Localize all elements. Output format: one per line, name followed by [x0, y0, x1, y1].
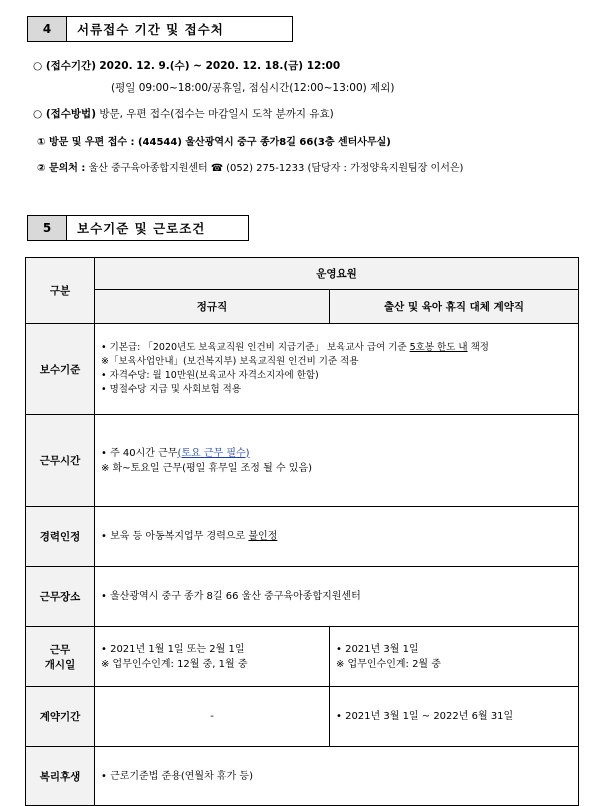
section-4-header [27, 16, 293, 42]
pay-allowance-line: • 자격수당: 월 10만원(보육교사 자격소지자에 한함) [101, 370, 319, 381]
welfare-content: • 근로기준법 준용(연월차 휴가 등) [95, 747, 579, 806]
section-5-title: 보수기준 및 근로조건 [67, 215, 249, 241]
row-label-pay: 보수기준 [26, 324, 95, 415]
start-regular-handover: ※ 업무인수인계: 12월 중, 1월 중 [101, 658, 248, 670]
hours-note: (평일 09:00~18:00/공휴일, 점심시간(12:00~13:00) 제외) [111, 82, 395, 94]
row-label-welfare: 복리후생 [26, 747, 95, 806]
pay-basic-line [101, 341, 572, 355]
section-4-title: 서류접수 기간 및 접수처 [67, 16, 293, 42]
visit-value: (44544) 울산광역시 중구 종가8길 66(3층 센터사무실) [137, 137, 391, 148]
section-4-number: 4 [27, 16, 67, 42]
terms-table [25, 257, 579, 806]
row-label-career: 경력인정 [26, 507, 95, 567]
section-5-number: 5 [27, 215, 67, 241]
row-label-contract: 계약기간 [26, 687, 95, 747]
visit-line [37, 133, 391, 148]
place-content: • 울산광역시 중구 종가 8길 66 울산 중구육아종합지원센터 [95, 567, 579, 627]
header-contract: 출산 및 육아 휴직 대체 계약직 [330, 290, 579, 324]
row-label-hours: 근무시간 [26, 415, 95, 507]
start-contract [330, 627, 579, 687]
header-regular: 정규직 [95, 290, 330, 324]
contact-phone: (052) 275-1233 (담당자 : 가정양육지원팀장 이서은) [226, 163, 464, 174]
hours-main-text: • 주 40시간 근무 [101, 447, 178, 459]
pay-guideline-line: ※「보육사업안내」(보건복지부) 보육교직원 인건비 기준 적용 [101, 356, 359, 367]
contact-label: ② 문의처 : [37, 163, 86, 174]
method-value: 방문, 우편 접수(접수는 마감일시 도착 분까지 유효) [99, 108, 334, 120]
period-line [33, 58, 340, 73]
period-label: ○ (접수기간) [33, 60, 96, 72]
start-label-line2: 개시일 [44, 658, 76, 671]
hours-main-line [101, 446, 572, 461]
career-content [95, 507, 579, 567]
method-label: ○ (접수방법) [33, 108, 96, 120]
hours-note-line: ※ 화~토요일 근무(평일 휴무일 조정 될 수 있음) [101, 462, 313, 474]
period-value: 2020. 12. 9.(수) ~ 2020. 12. 18.(금) 12:00 [99, 60, 341, 72]
pay-step-limit: 5호봉 한도 내 [409, 342, 468, 353]
contact-org: 울산 중구육아종합지원센터 [88, 163, 208, 174]
pay-content [95, 324, 579, 415]
contact-line [37, 159, 463, 174]
saturday-required: (토요 근무 필수) [177, 447, 250, 459]
section-5-header [27, 215, 249, 241]
start-contract-date: • 2021년 3월 1일 [336, 643, 419, 655]
start-contract-handover: ※ 업무인수인계: 2월 중 [336, 658, 441, 670]
hours-content [95, 415, 579, 507]
method-line [33, 106, 334, 121]
career-text: • 보육 등 아동복지업무 경력으로 [101, 531, 249, 542]
pay-holiday-line: • 명절수당 지급 및 사회보험 적용 [101, 384, 242, 395]
visit-label: ① 방문 및 우편 접수 : [37, 137, 135, 148]
start-regular-date: • 2021년 1월 1일 또는 2월 1일 [101, 643, 245, 655]
start-regular [95, 627, 330, 687]
start-label-line1: 근무 [49, 643, 71, 656]
row-label-start [26, 627, 95, 687]
pay-basic-end: 책정 [467, 342, 489, 353]
contract-regular: - [95, 687, 330, 747]
telephone-icon: ☎ [210, 163, 224, 174]
contract-period: • 2021년 3월 1일 ~ 2022년 6월 31일 [330, 687, 579, 747]
header-group: 운영요원 [95, 258, 579, 290]
pay-basic-text: • 기본급: 「2020년도 보육교직원 인건비 지급기준」 보육교사 급여 기준 [101, 342, 410, 353]
header-category: 구분 [26, 258, 95, 324]
row-label-place: 근무장소 [26, 567, 95, 627]
career-not-recognized: 불인정 [248, 531, 278, 542]
